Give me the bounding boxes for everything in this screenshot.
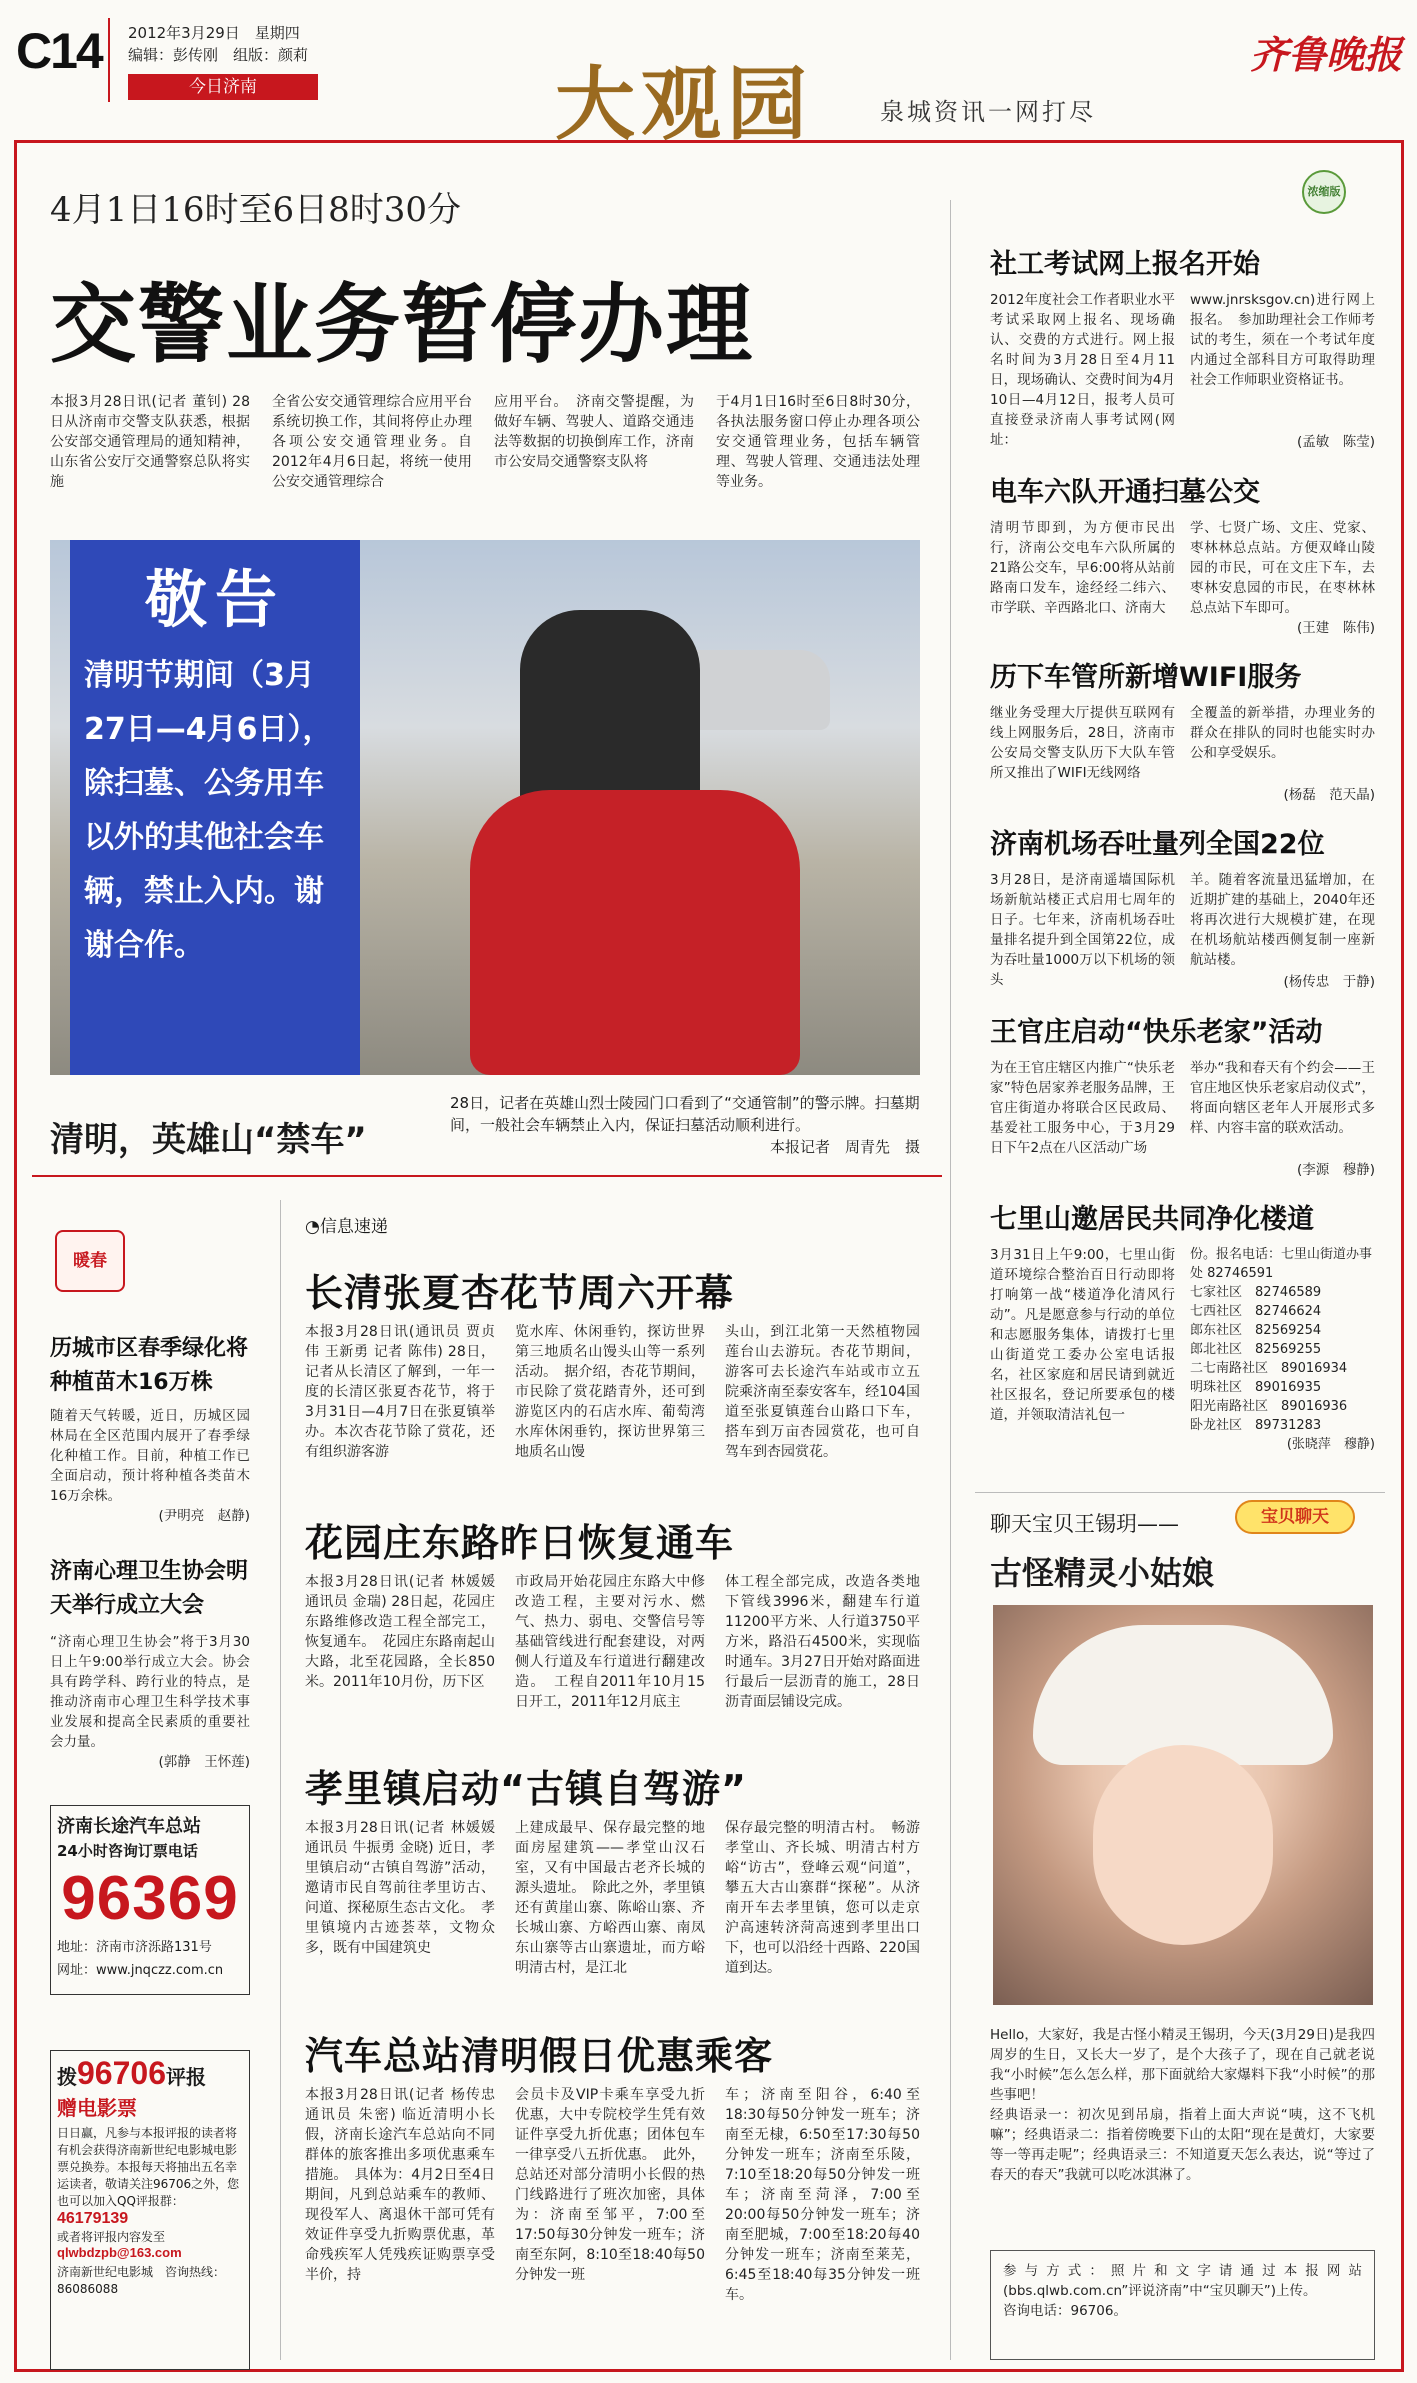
r6-phone-row [1190,1359,1375,1378]
lead-subheadline: 4月1日16时至6日8时30分 [50,190,462,230]
promo-line2: 赠电影票 [57,2096,137,2120]
column-title: 大观园 [555,57,813,151]
left-column-rule [280,1200,281,2360]
r1-headline: 社工考试网上报名开始 [990,249,1260,280]
photo-face [1093,1745,1273,1945]
a4-headline: 汽车总站清明假日优惠乘客 [305,2034,774,2078]
r4-col-2: 羊。随着客流量迅猛增加，在近期扩建的基础上，2040年还将再次进行大规模扩建，在现在机场航站楼西侧复制一座新航站楼。 [1190,872,1375,968]
r5-col-2: 举办“我和春天有个约会——王官庄地区快乐老家启动仪式”，将面向辖区老年人开展形式多样、内容丰富的联欢活动。 [1190,1060,1375,1136]
photo-headline: 清明，英雄山“禁车” [50,1120,367,1160]
phone-number: 82569254 [1255,1323,1322,1338]
r1-col-2: www.jnrsksgov.cn)进行网上报名。 参加助理社会工作师考试的考生，须在一个考试年度内通过全部科目方可取得助理社会工作师职业资格证书。 [1190,292,1375,388]
r3-col-1: 继业务受理大厅提供互联网有线上网服务后，28日，济南市公安局交警支队历下大队车管所又推出了WIFI无线网络 [990,705,1175,781]
photo-caption: 28日，记者在英雄山烈士陵园门口看到了“交通管制”的警示牌。扫墓期间，一般社会车辆禁止入内，保证扫墓活动顺利进行。 [450,1094,920,1134]
page-number: C14 [16,23,102,79]
phone-number: 82746624 [1255,1304,1322,1319]
left-item2-sign: (郭静 王怀莲) [158,1754,250,1770]
left-item1-headline: 历城市区春季绿化将种植苗木16万株 [50,1336,249,1395]
editors-credit: 编辑：彭传刚 组版：颜莉 [128,46,309,64]
r6-headline: 七里山邀居民共同净化楼道 [990,1204,1314,1235]
phone-name: 郎东社区 [1190,1323,1243,1338]
r6-phone-row [1190,1378,1375,1397]
r2-headline: 电车六队开通扫墓公交 [990,477,1260,508]
phone-name: 明珠社区 [1190,1380,1243,1395]
r3-col-2: 全覆盖的新举措，办理业务的群众在排队的同时也能实时办公和享受娱乐。 [1190,705,1375,761]
right-column-rule [950,200,951,2360]
r6-intro: 份。报名电话：七里山街道办事处 82746591 [1190,1247,1373,1281]
r6-phone-row [1190,1340,1375,1359]
clock-icon: ◔ [305,1217,320,1237]
baby-body-1: Hello，大家好，我是古怪小精灵王锡玥，今天(3月29日)是我四周岁的生日，又长大一岁了，是个大孩子了，现在自己就老说我“小时候”怎么怎么样，那下面就给大家爆料下我“小时候”的那些事吧！ [990,2027,1375,2103]
section-divider [32,1175,942,1177]
r4-headline: 济南机场吞吐量列全国22位 [990,829,1325,860]
promo-email: qlwbdzpb@163.com [57,2245,182,2260]
phone-number: 89016936 [1281,1399,1348,1414]
phone-number: 89016934 [1281,1361,1348,1376]
news-section-label [305,1212,388,1237]
phone-name: 阳光南路社区 [1190,1399,1269,1414]
lead-col-1: 本报3月28日讯(记者 董钊) 28日从济南市交警支队获悉，根据公安部交通管理局的通知精神，山东省公安厅交通警察总队将实施 [50,394,250,490]
review-promo-ad [50,2050,250,2370]
header-divider [108,18,110,102]
news-section-text: 信息速递 [319,1217,388,1237]
baby-tel: 咨询电话：96706。 [1003,2303,1127,2319]
photo-hat [1033,1625,1333,1765]
baby-photo [993,1605,1373,2005]
r6-phone-row [1190,1321,1375,1340]
bus-ad-address: 地址：济南市济泺路131号 [57,1940,212,1955]
baby-divider [975,1492,1385,1493]
r6-phone-row [1190,1397,1375,1416]
r2-col-2: 学、七贤广场、文庄、党家、枣林林总点站。方便双峰山陵园的市民，可在文庄下车，去枣林安息园的市民，在枣林林总点站下车即可。 [1190,520,1375,616]
promo-email-label: 或者将评报内容发至 [57,2230,166,2244]
r2-col-1: 清明节即到，为方便市民出行，济南公交电车六队所属的21路公交车，早6:00将从站前路南口发车，途经经二纬六、市学联、辛西路北口、济南大 [990,520,1175,616]
phone-name: 卧龙社区 [1190,1418,1243,1433]
promo-footer: 济南新世纪电影城 咨询热线：86086088 [57,2265,226,2296]
promo-phone: 96706 [77,2055,166,2091]
a2-col-3: 体工程全部完成，改造各类地下管线3996米，翻建车行道11200平方米、人行道3750平方米，路沿石4500米，实现临时通车。3月27日开始对路面进行最后一层沥青的施工，28日沥青面层铺设完成。 [725,1574,920,1710]
a1-col-3: 头山，到江北第一天然植物园莲台山去游玩。杏花节期间，游客可去长途汽车站或市立五院乘济南至泰安客车，经104国道至张夏镇莲台山路口下车，搭车到万亩杏园赏花，也可自驾车到杏园赏花。 [725,1324,920,1460]
r4-col-1: 3月28日，是济南遥墙国际机场新航站楼正式启用七周年的日子。七年来，济南机场吞吐量排名提升到全国第22位，成为吞吐量1000万以下机场的领头 [990,872,1175,988]
lead-col-4: 于4月1日16时至6日8时30分，各执法服务窗口停止办理各项公安交通管理业务，包括车辆管理、驾驶人管理、交通违法处理等业务。 [716,394,920,490]
a4-col-3: 车；济南至阳谷，6:40至18:30每50分钟发一班车；济南至无棣，6:50至17:30每50分钟发一班车；济南至乐陵，7:10至18:20每50分钟发一班车；济南至菏泽，7:00至20:00每50分钟发一班车；济南至肥城，7:00至18:20每40分钟发一班车；济南至莱芜，6:45至18:40每35分钟发一班车。 [725,2087,920,2303]
r4-sign: (杨传忠 于静) [1283,974,1375,990]
warm-spring-badge: 暖春 [55,1230,125,1292]
phone-number: 89016935 [1255,1380,1322,1395]
r2-sign: (王建 陈伟) [1296,620,1375,636]
left-item1-body: 随着天气转暖，近日，历城区园林局在全区范围内展开了春季绿化种植工作。目前，种植工作已全面启动，预计将种植各类苗木16万余株。 [50,1408,250,1504]
a2-headline: 花园庄东路昨日恢复通车 [305,1521,735,1565]
r6-sign: (张晓萍 穆静) [1286,1437,1375,1452]
promo-title-a: 拨 [57,2065,77,2089]
promo-body: 日日赢，凡参与本报评报的读者将有机会获得济南新世纪电影城电影票兑换券。本报每天将抽出五名幸运读者，敬请关注96706之外，您也可以加入QQ评报群： [57,2126,240,2208]
bus-ad-website: 网址：www.jnqczz.com.cn [57,1963,224,1978]
r3-headline: 历下车管所新增WIFI服务 [990,662,1302,693]
hero-photo [50,540,920,1075]
r6-phone-row [1190,1283,1375,1302]
photo-credit: 本报记者 周青先 摄 [769,1138,920,1156]
lead-headline: 交警业务暂停办理 [50,274,754,375]
r6-phone-list [1190,1245,1375,1454]
bus-ad-title: 济南长途汽车总站 [57,1816,201,1837]
phone-name: 七西社区 [1190,1304,1243,1319]
a4-col-1: 本报3月28日讯(记者 杨传忠 通讯员 朱密) 临近清明小长假，济南长途汽车总站向不同群体的旅客推出多项优惠乘车措施。 具体为：4月2日至4日期间，凡到总站乘车的教师、现役军人、离退休干部可凭有效证件享受九折购票优惠，革命残疾军人凭残疾证购票享受半价，持 [305,2087,495,2283]
a4-col-2: 会员卡及VIP卡乘车享受九折优惠，大中专院校学生凭有效证件享受九折优惠；团体包车一律享受八五折优惠。 此外，总站还对部分清明小长假的热门线路进行了班次加密，具体为：济南至邹平，7:00至17:50每30分钟发一班车；济南至东阿，8:10至18:40每50分钟发一班 [515,2087,705,2283]
a2-col-1: 本报3月28日讯(记者 林媛媛 通讯员 金瑞) 28日起，花园庄东路维修改造工程全部完工，恢复通车。 花园庄东路南起山大路，北至花园路，全长850米。2011年10月份，历下区 [305,1574,495,1690]
baby-body-2: 经典语录一：初次见到吊扇，指着上面大声说“咦，这不飞机嘛”；经典语录二：指着傍晚要下山的太阳“现在是黄灯，大家要等一等再走呢”；经典语录三：不知道夏天怎么表达，说“等过了春天的春天”我就可以吃冰淇淋了。 [990,2107,1375,2183]
r5-sign: (李源 穆静) [1296,1162,1375,1178]
digest-logo: 浓缩版 [1302,170,1346,214]
notice-sign-text: 清明节期间（3月27日—4月6日），除扫墓、公务用车以外的其他社会车辆，禁止入内。谢谢合作。 [84,658,333,963]
left-item2-body: “济南心理卫生协会”将于3月30日上午9:00举行成立大会。协会具有跨学科、跨行业的特点，是推动济南市心理卫生科学技术事业发展和提高全民素质的重要社会力量。 [50,1634,250,1750]
issue-date: 2012年3月29日 星期四 [128,24,300,42]
phone-name: 郎北社区 [1190,1342,1243,1357]
lead-col-2: 全省公安交通管理综合应用平台系统切换工作，其间将停止办理各项公安交通管理业务。自2012年4月6日起，将统一使用公安交通管理综合 [272,394,472,490]
r6-col-1: 3月31日上午9:00，七里山街道环境综合整治百日行动即将打响第一战“楼道净化清风行动”。凡是愿意参与行动的单位和志愿服务集体，请拨打七里山街道党工委办公室电话报名，社区家庭和居民请到就近社区报名，登记所要承包的楼道，并领取清洁礼包一 [990,1247,1175,1423]
phone-number: 82746589 [1255,1285,1322,1300]
a1-headline: 长清张夏杏花节周六开幕 [305,1271,735,1315]
bus-ad-phone: 96369 [61,1864,239,1933]
a3-col-2: 上建成最早、保存最完整的地面房屋建筑——孝堂山汉石室，又有中国最古老齐长城的源头遗址。 除此之外，孝里镇还有黄崖山寨、陈峪山寨、齐长城山寨、方峪西山寨、南凤东山寨等古山寨遗址，而方峪明清古村，是江北 [515,1820,705,1976]
a3-col-3: 保存最完整的明清古村。 畅游孝堂山、齐长城、明清古村方峪“访古”，登峰云观“问道”，攀五大古山寨群“探秘”。从济南开车去孝里镇，您可以走京沪高速转济菏高速到孝里出口下，也可以沿经十西路、220国道到达。 [725,1820,920,1976]
baby-howto-box [990,2250,1375,2360]
notice-sign-title: 敬告 [144,563,285,636]
phone-name: 七家社区 [1190,1285,1243,1300]
r1-sign: (孟敏 陈莹) [1296,434,1375,450]
bus-station-ad [50,1805,250,1995]
a1-col-2: 览水库、休闲垂钓，探访世界第三地质名山馒头山等一系列活动。 据介绍，杏花节期间，市民除了赏花踏青外，还可到游览区内的石店水库、葡萄湾水库休闲垂钓，探访世界第三地质名山馒 [515,1324,705,1460]
bus-ad-subtitle: 24小时咨询订票电话 [57,1842,198,1860]
section-tag: 今日济南 [128,74,318,100]
a1-col-1: 本报3月28日讯(通讯员 贾贞伟 王新勇 记者 陈伟) 28日，记者从长清区了解到，一年一度的长清区张夏杏花节，将于3月31日—4月7日在张夏镇举办。本次杏花节除了赏花，还有组织游客游 [305,1324,495,1460]
r1-col-1: 2012年度社会工作者职业水平考试采取网上报名、现场确认、交费的方式进行。网上报名时间为3月28日至4月11日，现场确认、交费时间为4月10日—4月12日，报考人员可直接登录济南人事考试网(网址： [990,292,1175,448]
a3-headline: 孝里镇启动“古镇自驾游” [305,1767,747,1811]
left-item2-headline: 济南心理卫生协会明天举行成立大会 [50,1559,249,1618]
left-item1-sign: (尹明亮 赵静) [158,1508,250,1524]
phone-name: 二七南路社区 [1190,1361,1269,1376]
photo-scooter [470,790,800,1075]
r6-phone-row [1190,1302,1375,1321]
a3-col-1: 本报3月28日讯(记者 林媛媛 通讯员 牛振勇 金晓) 近日，孝里镇启动“古镇自驾游”活动，邀请市民自驾前往孝里访古、问道、探秘原生态古文化。 孝里镇境内古迹荟萃，文物众多，既有中国建筑史 [305,1820,495,1956]
promo-qq: 46179139 [57,2210,129,2227]
r6-phone-row [1190,1416,1375,1435]
column-slogan: 泉城资讯一网打尽 [880,98,1096,126]
lead-col-3: 应用平台。 济南交警提醒，为做好车辆、驾驶人、道路交通违法等数据的切换倒库工作，济南市公安局交通警察支队将 [494,394,694,470]
baby-howto: 参与方式：照片和文字请通过本报网站(bbs.qlwb.com.cn”评说济南”中“宝贝聊天”)上传。 [1003,2263,1362,2299]
baby-chat-badge: 宝贝聊天 [1235,1500,1355,1534]
notice-sign [70,540,360,1075]
phone-number: 89731283 [1255,1418,1322,1433]
baby-kicker: 聊天宝贝王锡玥—— [990,1512,1179,1536]
r3-sign: (杨磊 范天晶) [1283,787,1375,803]
newspaper-logo: 齐鲁晚报 [1250,32,1403,77]
r5-col-1: 为在王官庄辖区内推广“快乐老家”特色居家养老服务品牌，王官庄街道办将联合区民政局、基爱社工服务中心，于3月29日下午2点在八区活动广场 [990,1060,1175,1156]
header-meta [128,22,308,66]
a2-col-2: 市政局开始花园庄东路大中修改造工程，主要对污水、燃气、热力、弱电、交警信号等基础管线进行配套建设，对两侧人行道及车行道进行翻建改造。 工程自2011年10月15日开工，2011年12月底主 [515,1574,705,1710]
promo-title [57,2055,243,2092]
phone-number: 82569255 [1255,1342,1322,1357]
baby-headline: 古怪精灵小姑娘 [990,1554,1215,1592]
r5-headline: 王官庄启动“快乐老家”活动 [990,1017,1323,1048]
promo-title-b: 评报 [165,2065,206,2089]
